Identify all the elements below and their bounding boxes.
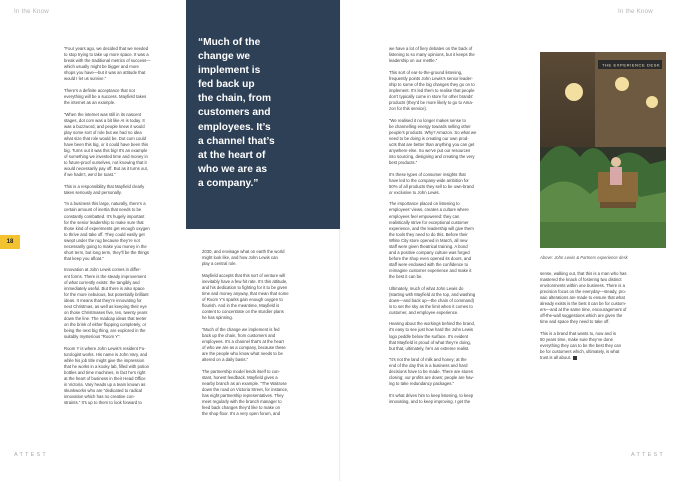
paragraph: There’s a definite acceptance that not everything will be a success. Mayfield takes the internet as an example. <box>64 87 147 105</box>
paragraph: “When the internet was still in its nascent stages, dot com was a bit like AI is today. It was a buzzword, and people knew it would play some sort of role but we had no idea what size that role would be. Dot com could have been this big, or it could have been this big. Turns out it was this big! It’s an example of something we invested time and money in to future-proof ourselves, not knowing that it would necessarily pay off. But as it turns out, if we hadn’t, we’d be toast.” <box>64 111 149 178</box>
paragraph: Mayfield accepts that this sort of venture will inevitably have a few hit rate. It’s this attitude, and his dedication to fighting for it to be given time and money anyway, that mean that some of Room Y’s sparks gain enough oxygen to flourish. And in the meantime, Mayfield is content to concentrate on the sturdier plans he has spinning. <box>202 272 289 321</box>
paragraph: This is a responsibility that Mayfield clearly takes seriously and personally. <box>64 183 145 195</box>
footer-brand-left: ATTEST <box>14 452 48 458</box>
paragraph: It’s what drives him to keep listening, to keep innovating, and to keep improving. I get the <box>389 393 474 405</box>
paragraph <box>540 331 668 361</box>
paragraph: Hearing about the workings behind the brand, it’s easy to see just how hard the John Lewis logo peddle below the surface. It’s evident that Mayfield is proud of what they’re doing, but that, ultimately, he’s an extreme realist. <box>389 321 476 351</box>
running-head-left: In the Know <box>14 8 49 15</box>
column-3 <box>389 46 511 411</box>
paragraph: This sort of ear-to-the-ground listening, frequently points John Lewis’s senior leader- ship to some of the big changes they go on to implement. It’s led them to realise that people don’t typically come in store for other brands’ products (they’d be more likely to go to Ama- zon for this service). <box>389 69 475 112</box>
photo-caption: Above: John Lewis & Partners experience desk <box>540 255 628 260</box>
pull-quote: “Much of the change we implement is fed back up the chain, from customers and employees. It’s a channel that’s at the heart of who we are as a company.” <box>198 37 275 189</box>
column-2 <box>202 249 326 423</box>
paragraph: “In a business this large, naturally, there’s a certain amount of inertia that needs to be constantly combatted. It’s hugely important for the senior leadership to make sure that those kind of experiments get enough oxygen to thrive and take off. They could easily get swept under the rug because they’re not necessarily going to make you money in the short term, but long term, they’ll be the things that keep you afloat.” <box>64 201 150 261</box>
experience-desk-photo <box>540 52 666 248</box>
paragraph: The partnership model lends itself to con- stant, honest feedback. Mayfield gives a nearby branch as an example. “The Waitrose down the road on Victoria Street, for instance, has eight partnership representatives. They meet regularly with the branch manager to feed back changes they’d like to make on the shop floor. It’s a very open forum, and <box>202 368 289 416</box>
paragraph: 2030, and envisage what on earth the world might look like, and how John Lewis can play a central role. <box>202 249 285 267</box>
pull-quote-panel <box>186 0 340 229</box>
paragraph: Room Y is where John Lewis’s resident Fu- turologist works. His name is John Vary, and while his job title might give the impression that he works in a kooky lab, filled with potion bottles and time machines, in fact he’s right at the heart of business in their Head Office in Victoria. Vary heads up a team known as skunkworks who are “dedicated to radical innovation which has no creative con- straints.” It’s up to them to look forward to <box>64 345 150 406</box>
page-number: 18 <box>6 239 14 245</box>
column-1 <box>64 46 180 412</box>
paragraph: “Four years ago, we decided that we needed to stop trying to take up more space. It was a break with the traditional metrics of success— which usually might be bigger and more shops you have—but it was an attitude that would I let us survive.” <box>64 46 151 82</box>
paragraph: “Much of the change we implement is fed back up the chain, from customers and employees. It’s a channel that’s at the heart of who we are as a company, because these are the people who know what needs to be altered on a daily basis.” <box>202 326 286 362</box>
end-mark-icon <box>573 356 577 360</box>
paragraph: “It’s not the land of milk and honey; at the end of the day this is a business and hard decisions have to be made. There are stores closing; our profits are down; people are hav- ing to take redundancy packages.” <box>389 357 475 387</box>
column-4 <box>540 271 668 367</box>
paragraph: “We realised it no longer makes sense to be channelling energy towards selling other people’s products. Why? Amazon. So what we need to be doing is creating our own prod- ucts that are better than anything you can get anywhere else. So we’ve put our resources into sourcing, designing and creating the very best products.” <box>389 117 477 165</box>
closing-paragraph-text: This is a brand that wants to, now and in 50 years time, make sure they’ve done everything they can to be the best they can be for customers which, ultimately, is what trust is all about. <box>540 331 622 361</box>
paragraph: Ultimately, much of what John Lewis do (starting with Mayfield at the top, and washing down—and back up—the chain of command) is to set the sky as the limit when it comes to customer, and employee experience. <box>389 285 476 315</box>
store-interior-illustration <box>540 52 666 248</box>
paragraph: we have a lot of fiery debates on the back of listening to so many opinions, but it keeps the leadership on our mettle.” <box>389 46 475 64</box>
paragraph: Innovation at John Lewis comes in differ- ent forms. There is the steady improvement of what currently exists: the tangibly and immediately useful. But there is also space for the more nebulous, but potentially brilliant ideas. It means that they’re innovating for next Christmas, as well as keeping their eye on those Christmases five, ten, twenty years down the line. The madcap ideas that teeter on the brink of either flopping completely, or being the next big thing, are explored in the suitably mysterious “Room Y”. <box>64 267 149 339</box>
paragraph: sense, walking out, that this is a man who has mastered the knack of fostering two distinct environments within one business. There is a precision focus on the everyday—steady, pro- saic alterations are made to ensure that what already exists is the best it can be for custom- ers—and at the same time, encouragement of off-the-wall suggestions which are given the time and space they need to take off. <box>540 271 627 325</box>
running-head-right: In the Know <box>618 8 653 15</box>
paragraph: It’s these types of consumer insights that have led to the company-wide ambition for 50% of all products they sell to be own-brand or exclusive to John Lewis. <box>389 171 474 195</box>
page-number-badge <box>0 235 20 249</box>
footer-brand-right: ATTEST <box>631 452 665 458</box>
paragraph: The importance placed on listening to employees’ views, creates a culture where employees feel empowered: they can realistically strive for exceptional customer experience, and the leadership will give them the tools they need to do this. Before their White City store opened in March, all new staff were given theatrical training. A bond and a positive company culture was forged before the shop even opened its doors, and staff were endowed with the confidence to reimagine customer experience and make it the best it can be. <box>389 201 474 279</box>
experience-desk-sign: THE EXPERIENCE DESK <box>602 62 661 68</box>
